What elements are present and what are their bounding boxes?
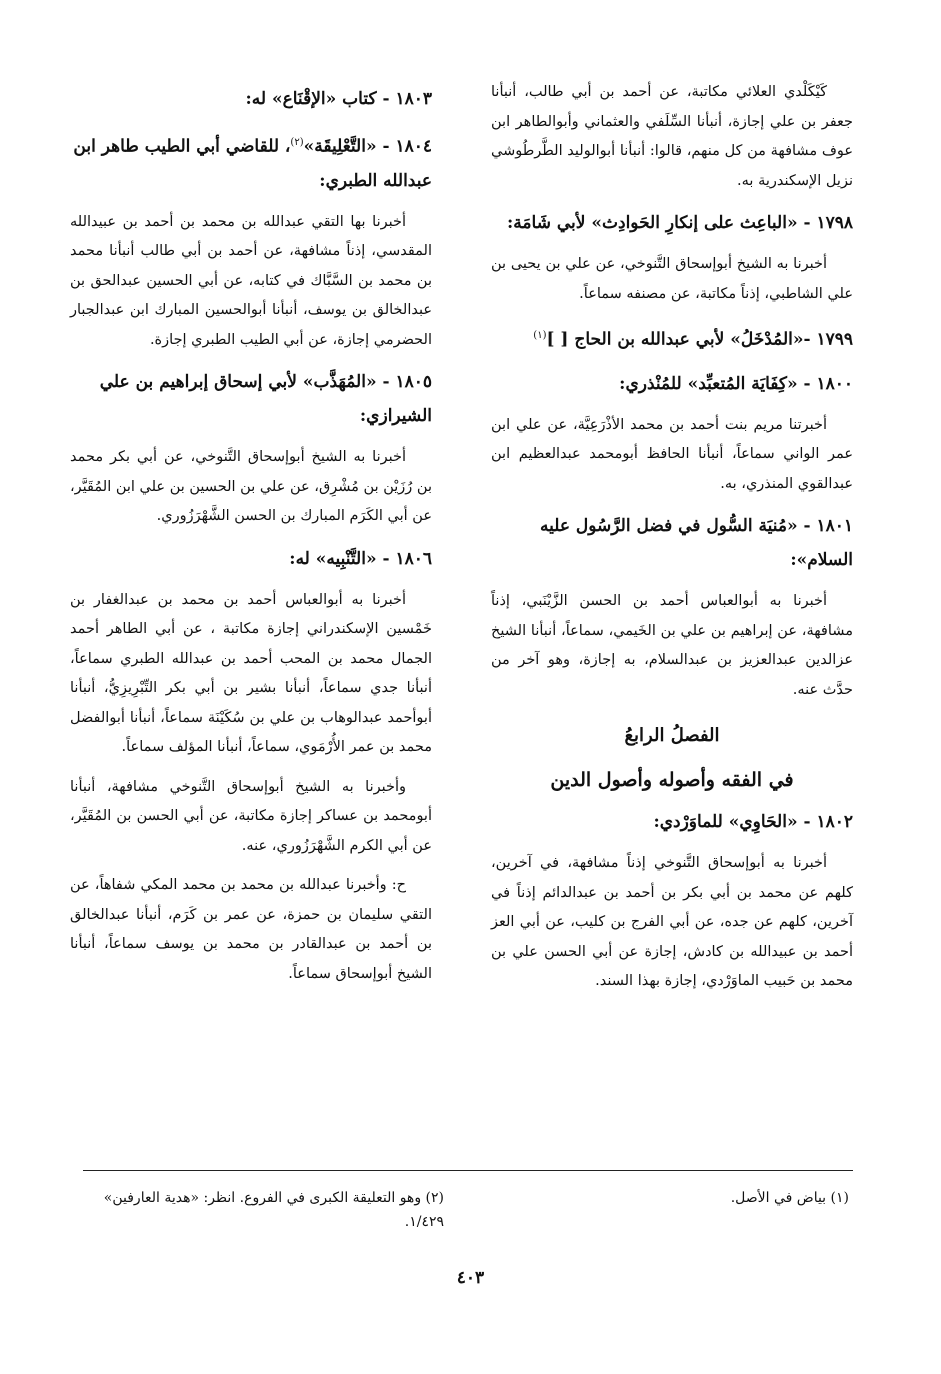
paragraph: أخبرتنا مريم بنت أحمد بن محمد الأذْرَعِيَّة، عن علي ابن عمر الواني سماعاً، أنبأنا الحافظ أبومحمد عبدالعظيم ابن عبدالقوي المنذري، به. — [491, 416, 853, 492]
entry-heading-text: ١٧٩٩ -«المُدْخَلُ» لأبي عبدالله بن الحاج [ ] — [546, 329, 853, 350]
paragraph: أخبرنا به أبوالعباس أحمد بن محمد بن عبدالغفار بن خَمْسين الإسكندراني إجازة مكاتبة ، عن أبي الطاهر أحمد الجمال محمد بن المحب أحمد بن عبدالله الطبري سماعاً، أنبأنا جدي سماعاً، أنبأنا بشير بن أبي بكر التِّبْرِيزِيُّ، أنبأنا أبوأحمد عبدالوهاب بن علي بن سُكَيْنَة سماعاً، أنبأنا أبوالفضل محمد بن عمر الأُرْمَوي، سماعاً، أنبأنا المؤلف سماعاً. — [70, 591, 432, 756]
paragraph: أخبرنا به أبوإسحاق التَّنوخي إذناً مشافهة، في آخرين، كلهم عن محمد بن أبي بكر بن أحمد بن عبدالدائم إذناً في آخرين، كلهم عن جده، عن أبي الفرج بن كليب، عن أبي العز أحمد بن عبيدالله بن كادش، إجازة عن أبي الحسن علي بن محمد بن حَبيب الماوَرْدي، إجازة بهذا السند. — [491, 855, 853, 990]
paragraph: ح: وأخبرنا عبدالله بن محمد بن محمد المكي شفاهاً، عن التقي سليمان بن حمزة، عن عمر بن كَرَم، أنبأنا عبدالخالق بن أحمد بن عبدالقادر بن محمد بن يوسف سماعاً، أنبأنا الشيخ أبوإسحاق سماعاً. — [70, 877, 432, 982]
entry-heading-1804 — [70, 126, 432, 198]
paragraph: أخبرنا به الشيخ أبوإسحاق التَّنوخي، عن أبي بكر محمد بن رُزَيْن بن مُشْرِق، عن علي بن الحسين بن علي ابن المُقَيَّر، عن أبي الكَرَم المبارك بن الحسن الشَّهْرَزُوري. — [70, 449, 432, 525]
entry-heading-1798: ١٧٩٨ - «الباعِث على إنكارِ الحَوادِث» لأبي شَامَة: — [507, 213, 853, 233]
page-number: ٤٠٣ — [456, 1268, 485, 1288]
footnote-divider — [83, 1170, 853, 1171]
entry-heading-text: ١٨٠٤ - «التَّعْلِيقَة» — [303, 136, 432, 157]
paragraph: أخبرنا به أبوالعباس أحمد بن الحسن الزَّيْنَبي، إذناً مشافهة، عن إبراهيم بن علي بن الخَيمي، سماعاً، أنبأنا الشيخ عزالدين عبدالعزيز بن عبدالسلام، به إجازة، وهو آخر من حدَّث عنه. — [491, 593, 853, 698]
paragraph: أخبرنا به الشيخ أبوإسحاق التَّنوخي، عن علي بن يحيى بن علي الشاطبي، إذناً مكاتبة، عن مصنفه سماعاً. — [491, 256, 853, 302]
entry-heading-1800: ١٨٠٠ - «كِفَايَة المُتعبِّد» للمُنْذري: — [619, 373, 853, 394]
chapter-subtitle: في الفقه وأصوله وأصول الدين — [550, 769, 794, 792]
entry-heading-1803: ١٨٠٣ - كتاب «الإقْنَاع» له: — [245, 89, 432, 109]
paragraph: أخبرنا بها التقي عبدالله بن محمد بن أحمد بن عبيدالله المقدسي، إذناً مشافهة، عن أحمد بن أبي طالب أنبأنا محمد بن محمد بن السَّبَّاك في كتابه، عن أبي الحسين عبدالحق بن عبدالخالق بن يوسف، أنبأنا أبوالحسين المبارك ابن عبدالجبار الحضرمي إجازة، عن أبي الطيب الطبري إجازة. — [70, 213, 432, 348]
chapter-title: الفصلُ الرابعُ — [624, 725, 720, 747]
left-column — [70, 78, 432, 999]
footnote-ref: (١) — [533, 330, 547, 341]
footnote-ref: (٢) — [290, 137, 304, 148]
entry-heading-1806: ١٨٠٦ - «التَّنْبِيه» له: — [289, 548, 432, 569]
entry-heading-1801: ١٨٠١ - «مُنيَة السُّول في فضل الرَّسُول عليه السلام»: — [539, 516, 853, 571]
footnote-1: (١) بياض في الأصل. — [730, 1190, 849, 1206]
entry-heading-1805: ١٨٠٥ - «المُهَذَّب» لأبي إسحاق إبراهيم بن علي الشيرازي: — [99, 372, 432, 427]
paragraph: كَيْكَلْدي العلائي مكاتبة، عن أحمد بن أبي طالب، أنبأنا جعفر بن علي إجازة، أنبأنا السِّلَفي والعثماني وأبوالطاهر ابن عوف مشافهة من كل منهم، قالوا: أنبأنا أبوالوليد الطَّرطُوشي نزيل الإسكندرية به. — [491, 84, 853, 189]
entry-heading-text: ، للقاضي أبي الطيب طاهر ابن عبدالله الطبري: — [73, 136, 432, 191]
entry-heading-1802: ١٨٠٢ - «الحَاوِي» للماوَرْدي: — [653, 812, 853, 833]
paragraph: وأخبرنا به الشيخ أبوإسحاق التَّنوخي مشافهة، أنبأنا أبومحمد بن عساكر إجازة مكاتبة، عن أبي الحسن بن المُقَيَّر، عن أبي الكرم الشَّهْرَزُوري، عنه. — [70, 778, 432, 854]
footnote-2: (٢) وهو التعليقة الكبرى في الفروع. انظر: «هدية العارفين» ١/٤٢٩. — [103, 1190, 444, 1230]
right-column — [491, 78, 853, 1007]
entry-heading-1799 — [491, 319, 853, 357]
